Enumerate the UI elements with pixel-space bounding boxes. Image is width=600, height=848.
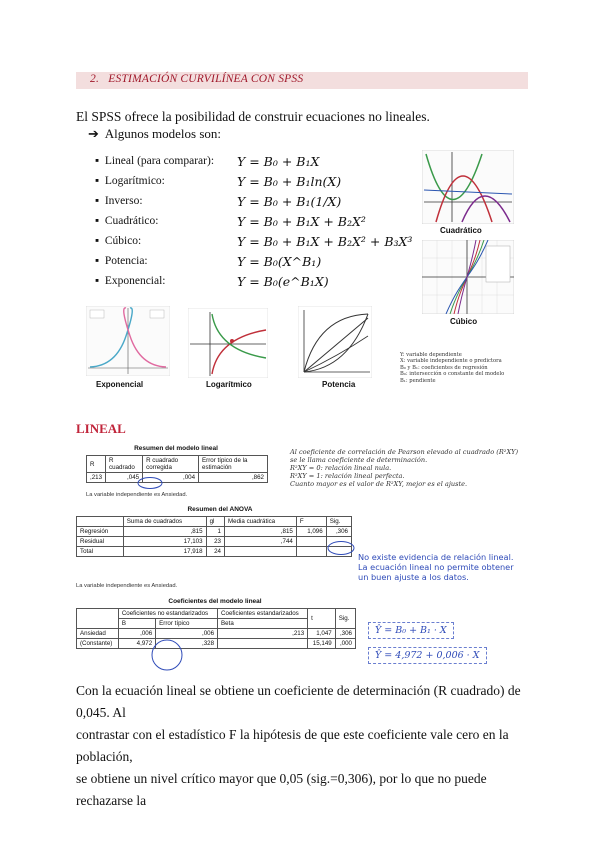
cubico-plot bbox=[422, 240, 514, 314]
legend-line: B₀ y B₁: coeficientes de regresión bbox=[400, 364, 488, 371]
logaritmico-plot bbox=[188, 308, 268, 378]
fitted-equation-general: Ŷ = B₀ + B₁ · X bbox=[368, 622, 454, 639]
sig-value-cell: ,306 bbox=[326, 527, 351, 537]
note-line: un buen ajuste a los datos. bbox=[358, 572, 469, 582]
lineal-heading: LINEAL bbox=[76, 421, 126, 436]
coef-highlight-circle bbox=[150, 638, 184, 672]
value-cell: ,862 bbox=[199, 473, 268, 483]
row-label: Ansiedad bbox=[77, 629, 119, 639]
note-line: se le llama coeficiente de determinación. bbox=[290, 456, 428, 464]
value-cell: ,000 bbox=[335, 639, 355, 649]
value-cell: 15,149 bbox=[308, 639, 336, 649]
value-cell: ,328 bbox=[156, 639, 218, 649]
table-row bbox=[77, 547, 352, 557]
value-cell: 17,918 bbox=[123, 547, 206, 557]
text-line: se obtiene un nivel crítico mayor que 0,05 (sig.=0,306), por lo que no puede rechazarse la bbox=[76, 771, 487, 808]
equation-logaritmico: Y = B₀ + B₁ln(X) bbox=[237, 174, 342, 189]
empty-header-cell bbox=[77, 609, 119, 629]
header-cell bbox=[77, 517, 124, 527]
equation-lineal: Y = B₀ + B₁X bbox=[237, 154, 320, 169]
row-label: Regresión bbox=[77, 527, 124, 537]
anova-table bbox=[76, 516, 352, 557]
potencia-caption: Potencia bbox=[322, 380, 356, 389]
section-title bbox=[90, 73, 303, 85]
models-heading-text: Algunos modelos son: bbox=[104, 126, 221, 141]
model-name: Lineal (para comparar): bbox=[104, 155, 215, 167]
summary-table-caption: Resumen del modelo lineal bbox=[134, 445, 218, 452]
anova-table-caption: Resumen del ANOVA bbox=[187, 506, 253, 513]
value-cell: ,815 bbox=[123, 527, 206, 537]
value-cell: 24 bbox=[206, 547, 224, 557]
section-title-text: ESTIMACIÓN CURVILÍNEA CON SPSS bbox=[108, 73, 304, 85]
coef-b-cell: ,006 bbox=[118, 629, 155, 639]
value-cell: ,744 bbox=[225, 537, 297, 547]
equation-cubico: Y = B₀ + B₁X + B₂X² + B₃X³ bbox=[237, 234, 413, 249]
note-line: No existe evidencia de relación lineal. bbox=[358, 552, 514, 562]
header-cell: Media cuadrática bbox=[225, 517, 297, 527]
coef-table bbox=[76, 608, 356, 649]
summary-table bbox=[86, 455, 268, 483]
text-line: contrastar con el estadístico F la hipótesis de que este coeficiente vale cero en la población, bbox=[76, 727, 509, 764]
r2-highlight-circle bbox=[136, 476, 164, 490]
header-cell: R cuadrado corregida bbox=[143, 456, 199, 473]
bullet-icon: ▪ bbox=[95, 215, 100, 227]
value-cell: 1,047 bbox=[308, 629, 336, 639]
conclusion-paragraph bbox=[76, 680, 536, 812]
cuadratico-plot bbox=[422, 150, 514, 224]
intro-paragraph: El SPSS ofrece la posibilidad de construir ecuaciones no lineales. bbox=[76, 109, 430, 124]
model-item-cuadratico bbox=[95, 215, 158, 227]
exponencial-caption: Exponencial bbox=[96, 380, 144, 389]
model-item-cubico bbox=[95, 235, 141, 247]
value-cell bbox=[225, 547, 297, 557]
anova-conclusion-note bbox=[358, 552, 514, 582]
header-cell: F bbox=[296, 517, 326, 527]
model-item-lineal bbox=[95, 155, 214, 167]
header-cell: gl bbox=[206, 517, 224, 527]
header-cell: Sig. bbox=[335, 609, 355, 629]
arrow-icon: ➔ bbox=[88, 126, 99, 141]
equation-potencia: Y = B₀(X^B₁) bbox=[237, 254, 322, 269]
value-cell bbox=[296, 547, 326, 557]
value-cell: 1 bbox=[206, 527, 224, 537]
value-cell: ,306 bbox=[335, 629, 355, 639]
potencia-plot bbox=[298, 306, 372, 378]
coef-b-cell: 4,972 bbox=[118, 639, 155, 649]
coef-table-caption: Coeficientes del modelo lineal bbox=[168, 598, 262, 605]
equation-cuadratico: Y = B₀ + B₁X + B₂X² bbox=[237, 214, 366, 229]
value-cell: ,004 bbox=[143, 473, 199, 483]
model-name: Cuadrático: bbox=[104, 215, 159, 227]
header-cell: Sig. bbox=[326, 517, 351, 527]
value-cell: ,213 bbox=[218, 629, 308, 639]
model-name: Potencia: bbox=[104, 255, 148, 267]
bullet-icon: ▪ bbox=[95, 155, 100, 167]
header-cell: Error típico de la estimación bbox=[199, 456, 268, 473]
bullet-icon: ▪ bbox=[95, 255, 100, 267]
note-line: R²XY = 0: relación lineal nula. bbox=[290, 464, 392, 472]
model-item-logaritmico bbox=[95, 175, 165, 187]
fitted-equation-values: Ŷ = 4,972 + 0,006 · X bbox=[368, 647, 487, 664]
equation-inverso: Y = B₀ + B₁(1/X) bbox=[237, 194, 342, 209]
model-name: Cúbico: bbox=[104, 235, 142, 247]
header-cell: Coeficientes no estandarizados bbox=[118, 609, 217, 619]
variables-legend bbox=[400, 352, 504, 384]
table-row bbox=[77, 639, 356, 649]
table-row bbox=[77, 629, 356, 639]
header-cell: Beta bbox=[218, 619, 308, 629]
value-cell bbox=[296, 537, 326, 547]
summary-table-note: La variable independiente es Ansiedad. bbox=[86, 492, 188, 498]
section-number: 2. bbox=[90, 73, 100, 85]
value-cell bbox=[218, 639, 308, 649]
value-cell: ,006 bbox=[156, 629, 218, 639]
model-item-potencia bbox=[95, 255, 148, 267]
row-label: Total bbox=[77, 547, 124, 557]
row-label: Residual bbox=[77, 537, 124, 547]
equation-exponencial: Y = B₀(e^B₁X) bbox=[237, 274, 329, 289]
anova-table-note: La variable independiente es Ansiedad. bbox=[76, 583, 178, 589]
note-line: Al coeficiente de correlación de Pearson elevado al cuadrado (R²XY) bbox=[290, 448, 519, 456]
note-line: Cuanto mayor es el valor de R²XY, mejor es el ajuste. bbox=[290, 480, 468, 488]
cubico-caption: Cúbico bbox=[450, 317, 478, 326]
value-cell: 1,096 bbox=[296, 527, 326, 537]
header-cell: Error típico bbox=[156, 619, 218, 629]
cuadratico-caption: Cuadrático bbox=[440, 226, 482, 235]
note-line: La ecuación lineal no permite obtener bbox=[358, 562, 514, 572]
header-cell: Suma de cuadrados bbox=[123, 517, 206, 527]
legend-line: B₀: intersección o constante del modelo bbox=[400, 371, 505, 378]
legend-line: X: variable independiente o predictora bbox=[400, 358, 502, 365]
model-item-exponencial bbox=[95, 275, 166, 287]
models-heading bbox=[88, 126, 221, 142]
header-cell: R cuadrado bbox=[106, 456, 143, 473]
bullet-icon: ▪ bbox=[95, 195, 100, 207]
sig-highlight-circle bbox=[326, 540, 356, 556]
header-cell: Coeficientes estandarizados bbox=[218, 609, 308, 619]
r2-value-cell: ,045 bbox=[106, 473, 143, 483]
model-name: Exponencial: bbox=[104, 275, 166, 287]
header-cell: t bbox=[308, 609, 336, 629]
header-cell: R bbox=[87, 456, 106, 473]
legend-line: Y: variable dependiente bbox=[400, 352, 462, 358]
bullet-icon: ▪ bbox=[95, 275, 100, 287]
bullet-icon: ▪ bbox=[95, 175, 100, 187]
note-line: R²XY = 1: relación lineal perfecta. bbox=[290, 472, 405, 480]
exponencial-plot bbox=[86, 306, 170, 376]
table-row bbox=[77, 527, 352, 537]
bullet-icon: ▪ bbox=[95, 235, 100, 247]
legend-line: B₁: pendiente bbox=[400, 377, 436, 384]
model-name: Logarítmico: bbox=[104, 175, 165, 187]
row-label: (Constante) bbox=[77, 639, 119, 649]
model-name: Inverso: bbox=[104, 195, 143, 207]
table-row bbox=[77, 537, 352, 547]
header-cell: B bbox=[118, 619, 155, 629]
value-cell: 17,103 bbox=[123, 537, 206, 547]
value-cell: ,213 bbox=[87, 473, 106, 483]
value-cell: 23 bbox=[206, 537, 224, 547]
model-item-inverso bbox=[95, 195, 143, 207]
logaritmico-caption: Logarítmico bbox=[206, 380, 252, 389]
text-line: Con la ecuación lineal se obtiene un coeficiente de determinación (R cuadrado) de 0,045. Al bbox=[76, 683, 521, 720]
value-cell: ,815 bbox=[225, 527, 297, 537]
r2-explanation bbox=[290, 448, 518, 488]
